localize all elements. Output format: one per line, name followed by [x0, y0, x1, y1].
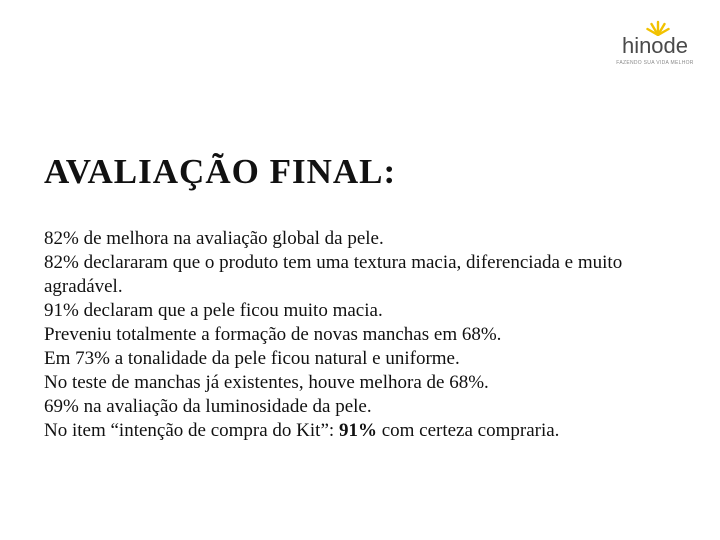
list-item: Preveniu totalmente a formação de novas manchas em 68%.: [44, 324, 502, 345]
list-item: 91% declaram que a pele ficou muito macia.: [44, 300, 383, 321]
logo-wordmark: hinode: [621, 33, 689, 58]
list-item: Em 73% a tonalidade da pele ficou natural e uniforme.: [44, 348, 460, 369]
list-item: 69% na avaliação da luminosidade da pele.: [44, 396, 372, 417]
list-item-purchase-intent: [44, 419, 684, 443]
purchase-intent-suffix: com certeza compraria.: [376, 420, 560, 441]
purchase-intent-value: 91%: [338, 420, 377, 441]
results-list: [44, 227, 684, 443]
purchase-intent-text: No item “intenção de compra do Kit”:: [44, 420, 339, 441]
logo-tagline: FAZENDO SUA VIDA MELHOR: [616, 60, 694, 66]
list-item: 82% declararam que o produto tem uma textura macia, diferenciada e muito agradável.: [44, 252, 623, 297]
list-item: 82% de melhora na avaliação global da pele.: [44, 228, 384, 249]
list-item: No teste de manchas já existentes, houve melhora de 68%.: [44, 372, 489, 393]
page-title: AVALIAÇÃO FINAL:: [44, 152, 397, 191]
hinode-logo: [612, 20, 698, 70]
